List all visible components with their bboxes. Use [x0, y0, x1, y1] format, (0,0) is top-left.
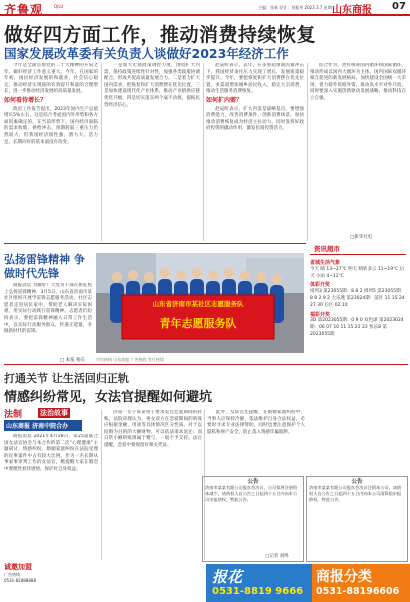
main-col-2 [104, 63, 200, 241]
header-meta: 主编：张新 设计：刘振华 2023.3.7 星期二 [258, 5, 336, 10]
story2-col2-text: 济南一女子诉某男子要求返还恋爱期间的转账。法院审理认为，男女双方在恋爱期间的转账应根据金额、用途等具体情况区分性质。对于以结婚为目的的大额财物，可以依法请求返还；而日常小额转账则属于赠与，一般不予支持。法官提醒，恋爱中要保留好相关凭证。 [104, 410, 202, 448]
main-col1-text: 政府工作报告提出，2023年国内生产总值增长5%左右。这是综合考虑国内外形势和各方面因素确定的。在当前形势下，国内经济面临的需求收缩、供给冲击、预期转弱三重压力仍然较大，但我国经济韧性强、潜力大、活力足，长期向好的基本面没有改变。 [4, 106, 98, 145]
section-title: 齐鲁观 [4, 3, 44, 17]
footer-sub: 广告热线 [4, 572, 20, 577]
contact-strip: 市民热线 山东商报 广告热线 发行热线 [96, 357, 164, 362]
footer-phone: 0531-82888888 [4, 578, 36, 583]
lottery-text: 排列3 第23055期：8 8 2 排列5 第23055期：8 8 2 9 2 大乐透 第23024期：前区 11 15 24 27 30 后区 02 10 [310, 289, 406, 308]
weather-text: 今天 晴 13~27℃ 明天 晴转多云 11~19℃ 后天 小雨 4~12℃ [310, 266, 405, 279]
main-col2-text: 一是加大宏观政策调控力度，围绕扩大内需，保持政策连续性针对性，加强各类政策协调配合，形成共促高质量发展合力。二是着力扩大国内需求，把恢复和扩大消费摆在优先位置。三是加快建设现代化产业体系，推动产业链供应链优化升级。四是切实落实两个毫不动摇，提振民营经济信心。 [104, 63, 200, 108]
notice-2-title: 公告 [351, 479, 363, 485]
divider [101, 410, 102, 560]
paper-name: 山东商报 [332, 5, 372, 16]
story2-col1-text: 商报消息 2021年4月28日，第25届联合国女法官协会与本合作的第二次“心理健康”主题研讨，情感纠纷、婚姻家庭纠纷在法院受理的民事案件中占有较大比例。作为一名长期从事家事审判工作的女法官，她提醒大家在婚恋中要理性看待感情，保护好自身权益。 [4, 434, 98, 472]
footer-left [4, 562, 54, 600]
main-col3-text: 赵辰昕表示，去年，在多重超预期因素冲击下，我国经济顶住压力实现了增长，发展质量稳步提升。今年，要把恢复和扩大消费摆在优先位置，多渠道增加城乡居民收入，稳定大宗消费，推动生活服务消费恢复。 [206, 63, 304, 95]
main-col1-subhead: 如何看待增长？ [4, 96, 47, 104]
legal-logo-brand: 法制 [4, 410, 23, 420]
banner-line-2: 青年志愿服务队 [159, 317, 237, 330]
leifeng-body [4, 283, 92, 363]
divider [101, 63, 102, 241]
leifeng-text: 商报消息 为做好广大党员干部在新征程上弘扬雷锋精神，3月5日，山东省济南市某社区组织开展学雷锋志愿服务活动，社区志愿者走进居民家中，帮助老人解决实际困难，用实际行动践行雷锋精神。志愿者们纷纷表示，要把雷锋精神融入日常工作生活中，以实际行动服务群众，传递正能量，争做新时代的雷锋。 [4, 283, 92, 335]
section-rule [4, 364, 408, 365]
welfare-text: 3D 第2023055期：0 9 0 双色球 第2023024期：06 07 10 11 15 21 23 快乐8 第2023055期 [310, 318, 404, 337]
welfare-heading: 福彩开奖 [310, 311, 331, 318]
ad-classified[interactable] [312, 564, 410, 602]
ad-baohua-title: 报花 [212, 568, 243, 586]
story2-headline: 情感纠纷常见，女法官提醒如何避坑 [4, 390, 213, 405]
weather-heading: 省城生活气象 [310, 260, 341, 266]
main-col-3 [206, 63, 304, 241]
page-number: 07 [392, 1, 406, 12]
section-en: QILU [54, 4, 64, 9]
footer-label: 诚邀加盟 [4, 563, 32, 571]
story2-col-2 [104, 410, 202, 560]
info-title: 资讯超市 [314, 245, 340, 253]
notice-1 [202, 476, 304, 562]
ad-baohua[interactable] [206, 564, 312, 602]
divider [307, 63, 308, 241]
story2-byline: □记者 刘鸣 [265, 554, 289, 559]
main-col4-text: 综合作为，更好统筹国内循环和国际循环，推动形成以国内大循环为主体、国内国际双循环相互促进的新发展格局。加快建设全国统一大市场，着力稳外贸稳外资，推动高水平对外开放。同时要深入实施创新驱动发展战略，推动科技自立自强。 [310, 63, 406, 101]
section-rule [4, 243, 306, 244]
notice-1-body: 济南市某某有限公司股东会决议，公司拟将注册资本减少，请债权人自公告之日起四十五日内向本公司申报债权，特此公告。 [205, 485, 298, 502]
legal-logo-sub: 山东商报 济南中院合办 [4, 420, 82, 431]
main-col-1 [4, 63, 98, 241]
legal-logo [4, 407, 82, 431]
notice-1-title: 公告 [247, 479, 259, 485]
legal-logo-name: 法治故事 [40, 409, 68, 417]
leifeng-byline: □ 本报 杨东 [60, 358, 86, 363]
page-header [0, 0, 410, 16]
main-col-4 [310, 63, 406, 231]
volunteer-photo [96, 253, 304, 353]
main-col3-subhead: 如何扩内需？ [206, 96, 243, 104]
ad-classified-phone: 0531-88196606 [316, 586, 400, 597]
main-intro: 今年是全面贯彻党的二十大精神的开局之年。做好经济工作意义重大。今年，在国家的年初，国民经济发展的和就业，社会信心稳定，推动经济实现质的有效提升和量的合理增长，进一步推动经济发展的高质量发展。 [4, 63, 98, 95]
lottery-heading: 体彩开奖 [310, 282, 331, 289]
info-column [310, 258, 406, 388]
story2-kicker: 打通关节 让生活回归正轨 [4, 372, 129, 385]
banner-line-1: 山东省济南市某社区志愿服务队 [152, 300, 244, 308]
leifeng-headline: 弘扬雷锋精神 争做时代先锋 [4, 253, 85, 280]
main-byline: □新华社电 [350, 235, 373, 240]
main-subhead: 国家发展改革委有关负责人谈做好2023年经济工作 [4, 46, 289, 61]
notice-2-body: 济南市某某有限公司股东会决议注销本公司，请债权人自公告之日起四十五日内向本公司清算组申报债权，特此公告。 [309, 485, 402, 502]
main-col3-text2: 赵辰昕表示，扩大内需是战略基点，要增强消费能力，改善消费条件，创新消费场景，加快推动消费恢复成为经济主拉动力。同时发挥好政府投资的撬动作用，激发民间投资活力。 [206, 106, 304, 132]
notice-2 [306, 476, 408, 562]
main-headline: 做好四方面工作，推动消费持续恢复 [4, 24, 317, 46]
story2-col3-text: 此外，女法官还提醒，在婚姻家庭纠纷中，当事人应保持冷静，依法维护自身合法权益，必要时寻求专业法律帮助。同时也要注意保护个人隐私和财产安全，防止落入情感诈骗陷阱。 [207, 410, 305, 435]
ad-classified-title: 商报分类 [316, 569, 372, 585]
ad-baohua-phone: 0531-8819 9666 [212, 586, 304, 597]
divider [203, 63, 204, 241]
story2-col-1 [4, 434, 98, 560]
info-header [310, 243, 406, 255]
